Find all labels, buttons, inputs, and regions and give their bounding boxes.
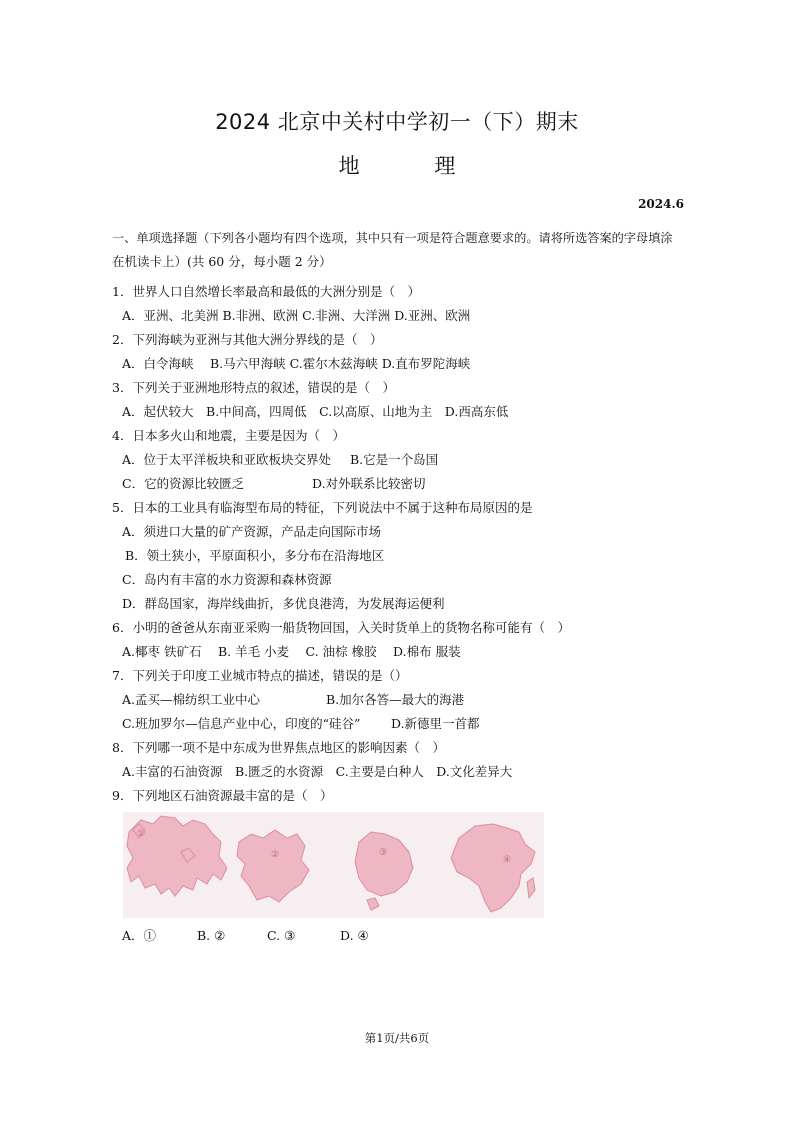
section-line-1: 一、单项选择题（下列各小题均有四个选项，其中只有一项是符合题意要求的。请将所选答案的字母填涂 — [112, 231, 673, 245]
q7-option-d: D.新德里一首都 — [391, 716, 480, 731]
q8-options: A.丰富的石油资源 B.匮乏的水资源 C.主要是白种人 D.文化差异大 — [122, 764, 513, 779]
q6-stem: 6．小明的爸爸从东南亚采购一船货物回国，入关时货单上的货物名称可能有（ ） — [112, 620, 570, 635]
q7-options-row-1 — [112, 688, 702, 712]
q9-option-b: B. ② — [197, 928, 226, 943]
q4-option-b: B.它是一个岛国 — [350, 452, 439, 467]
q9-option-d: D. ④ — [340, 928, 369, 943]
q6-options: A.椰枣 铁矿石 B. 羊毛 小麦 C. 油棕 橡胶 D.棉布 服装 — [122, 644, 461, 659]
q4-options-row-2 — [112, 472, 702, 496]
q4-option-d: D.对外联系比较密切 — [312, 476, 426, 491]
q3-options: A．起伏较大 B.中间高，四周低 C.以高原、山地为主 D.西高东低 — [122, 404, 509, 419]
q2-options: A．白令海峡 B.马六甲海峡 C.霍尔木兹海峡 D.直布罗陀海峡 — [122, 356, 471, 371]
q5-option-c: C．岛内有丰富的水力资源和森林资源 — [122, 572, 332, 587]
q5-option-a: A．须进口大量的矿产资源，产品走向国际市场 — [122, 524, 382, 539]
q5-stem: 5．日本的工业具有临海型布局的特征，下列说法中不属于这种布局原因的是 — [112, 500, 533, 515]
q9-options — [122, 924, 369, 948]
map-label-2: ② — [270, 850, 280, 860]
q1-stem: 1．世界人口自然增长率最高和最低的大洲分别是（ ） — [112, 284, 420, 299]
q5-option-b: B．领土狭小，平原面积小，多分布在沿海地区 — [125, 548, 385, 563]
q7-option-a: A.孟买—棉纺织工业中心 — [122, 692, 261, 707]
question-list — [112, 280, 702, 808]
q9-region-maps — [123, 812, 544, 918]
exam-date: 2024.6 — [638, 197, 684, 211]
subject-title: 地 理 — [338, 154, 490, 178]
q9-option-a: A．① — [122, 928, 157, 943]
q4-option-a: A．位于太平洋板块和亚欧板块交界处 — [122, 452, 332, 467]
q5-option-d: D．群岛国家，海岸线曲折，多优良港湾，为发展海运便利 — [122, 596, 445, 611]
q3-stem: 3．下列关于亚洲地形特点的叙述，错误的是（ ） — [112, 380, 395, 395]
map-label-3: ③ — [378, 848, 388, 858]
map-label-1: ① — [136, 829, 146, 839]
page-footer: 第1页/共6页 — [364, 1031, 430, 1045]
q7-option-c: C.班加罗尔—信息产业中心，印度的“硅谷” — [122, 716, 361, 731]
section-line-2: 在机读卡上）(共 60 分，每小题 2 分） — [112, 254, 332, 269]
section-instructions — [112, 226, 688, 274]
q4-options-row-1 — [112, 448, 702, 472]
map-label-4: ④ — [502, 855, 512, 865]
region-maps-svg — [123, 812, 544, 918]
q9-stem: 9．下列地区石油资源最丰富的是（ ） — [112, 788, 333, 803]
exam-title: 2024 北京中关村中学初一（下）期末 — [215, 110, 579, 134]
q4-stem: 4．日本多火山和地震，主要是因为（ ） — [112, 428, 345, 443]
q8-stem: 8．下列哪一项不是中东成为世界焦点地区的影响因素（ ） — [112, 740, 445, 755]
q7-option-b: B.加尔各答—最大的海港 — [326, 692, 465, 707]
q7-options-row-2 — [112, 712, 702, 736]
q1-options: A．亚洲、北美洲 B.非洲、欧洲 C.非洲、大洋洲 D.亚洲、欧洲 — [122, 308, 471, 323]
q7-stem: 7．下列关于印度工业城市特点的描述，错误的是（） — [112, 668, 408, 683]
q2-stem: 2．下列海峡为亚洲与其他大洲分界线的是（ ） — [112, 332, 383, 347]
q9-option-c: C. ③ — [267, 928, 296, 943]
q4-option-c: C．它的资源比较匮乏 — [122, 476, 245, 491]
